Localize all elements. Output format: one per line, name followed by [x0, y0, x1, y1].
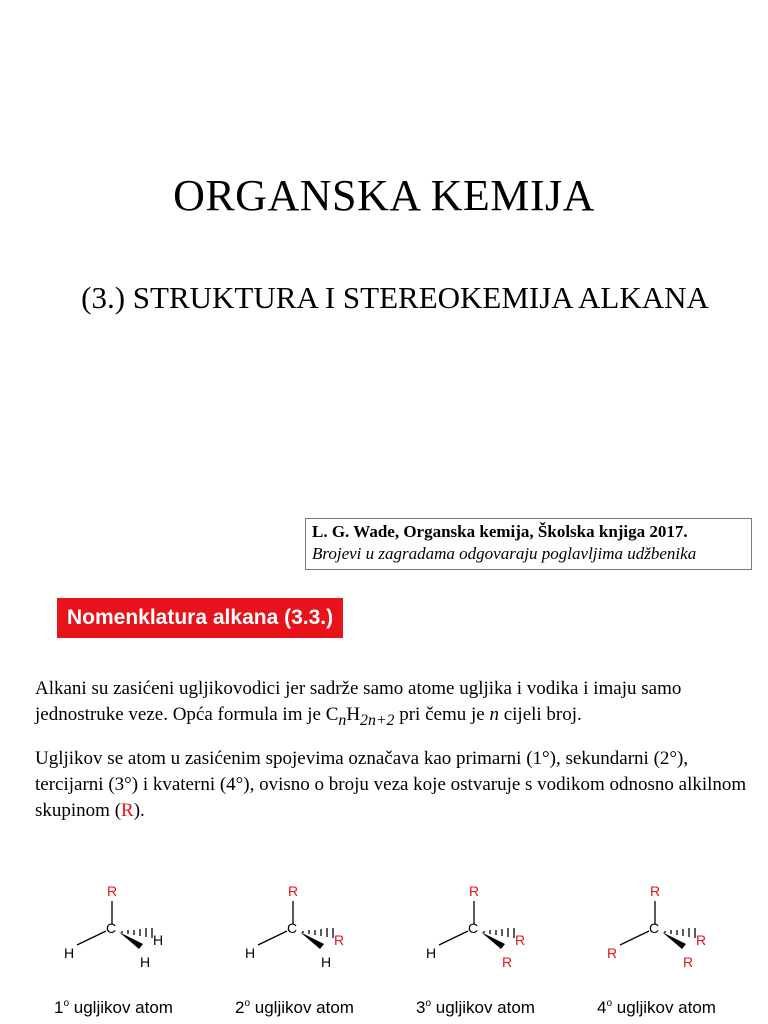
tertiary-carbon-caption	[416, 998, 535, 1017]
right-substituent-label: H	[153, 932, 164, 948]
top-substituent-label: R	[469, 883, 480, 899]
page-title: ORGANSKA KEMIJA	[173, 171, 595, 220]
left-substituent-label: H	[426, 945, 437, 961]
top-substituent-label: R	[288, 883, 299, 899]
bottom-substituent-label: R	[683, 954, 694, 970]
degree-sign: o	[425, 998, 432, 1009]
formula-carbon: C	[325, 704, 339, 725]
degree-number: 2	[235, 998, 245, 1017]
left-substituent-label: H	[64, 945, 75, 961]
alkyl-group-highlight: R	[121, 800, 134, 821]
quaternary-carbon-caption	[597, 998, 716, 1017]
formula-hydrogen: H	[346, 704, 361, 725]
bottom-substituent-label: R	[502, 954, 513, 970]
caption-text: ugljikov atom	[250, 998, 354, 1017]
top-substituent-label: R	[107, 883, 118, 899]
variable-n: n	[489, 704, 499, 725]
left-substituent-label: R	[607, 945, 618, 961]
right-substituent-label: R	[696, 932, 707, 948]
paragraph-carbon-classification	[35, 746, 755, 824]
paragraph-alkanes-definition	[35, 676, 755, 734]
formula-carbon-subscript: n	[338, 711, 347, 729]
carbon-types-diagram	[0, 860, 768, 1024]
quaternary-carbon-structure	[607, 883, 706, 970]
paragraph-text: ).	[133, 800, 145, 821]
primary-carbon-structure	[64, 883, 163, 970]
degree-number: 3	[416, 998, 426, 1017]
reference-citation: L. G. Wade, Organska kemija, Školska knjiga 2017.	[312, 522, 688, 541]
secondary-carbon-structure	[245, 883, 344, 970]
paragraph-text: Ugljikov se atom u zasićenim spojevima označava kao primarni (1°), sekundarni (2°), tercijarni (3°) i kvaterni (4°), ovisno o broju veza koje ostvaruje s vodikom odnosno alkilnom skupinom (	[35, 748, 747, 821]
paragraph-text: cijeli broj.	[498, 704, 582, 725]
center-carbon-label: C	[106, 920, 117, 936]
caption-text: ugljikov atom	[612, 998, 716, 1017]
center-carbon-label: C	[649, 920, 660, 936]
right-substituent-label: R	[334, 932, 345, 948]
reference-box	[305, 518, 752, 570]
caption-text: ugljikov atom	[69, 998, 173, 1017]
secondary-carbon-caption	[235, 998, 354, 1017]
paragraph-text: Alkani su zasićeni ugljikovodici jer sadrže samo atome ugljika i vodika i imaju samo jednostruke veze. Opća formula im je	[35, 678, 682, 725]
center-carbon-label: C	[287, 920, 298, 936]
bottom-substituent-label: H	[140, 954, 151, 970]
degree-sign: o	[244, 998, 251, 1009]
bottom-substituent-label: H	[321, 954, 332, 970]
degree-sign: o	[63, 998, 70, 1009]
top-substituent-label: R	[650, 883, 661, 899]
primary-carbon-caption	[54, 998, 173, 1017]
degree-number: 1	[54, 998, 64, 1017]
caption-text: ugljikov atom	[431, 998, 535, 1017]
formula-hydrogen-subscript: 2n+2	[360, 711, 395, 729]
reference-note: Brojevi u zagradama odgovaraju poglavljima udžbenika	[312, 544, 697, 563]
left-substituent-label: H	[245, 945, 256, 961]
center-carbon-label: C	[468, 920, 479, 936]
degree-sign: o	[606, 998, 613, 1009]
right-substituent-label: R	[515, 932, 526, 948]
formula	[325, 704, 395, 729]
paragraph-text: pri čemu je	[394, 704, 490, 725]
section-heading-badge: Nomenklatura alkana (3.3.)	[57, 598, 343, 638]
degree-number: 4	[597, 998, 607, 1017]
page-subtitle: (3.) STRUKTURA I STEREOKEMIJA ALKANA	[81, 280, 709, 315]
tertiary-carbon-structure	[426, 883, 525, 970]
